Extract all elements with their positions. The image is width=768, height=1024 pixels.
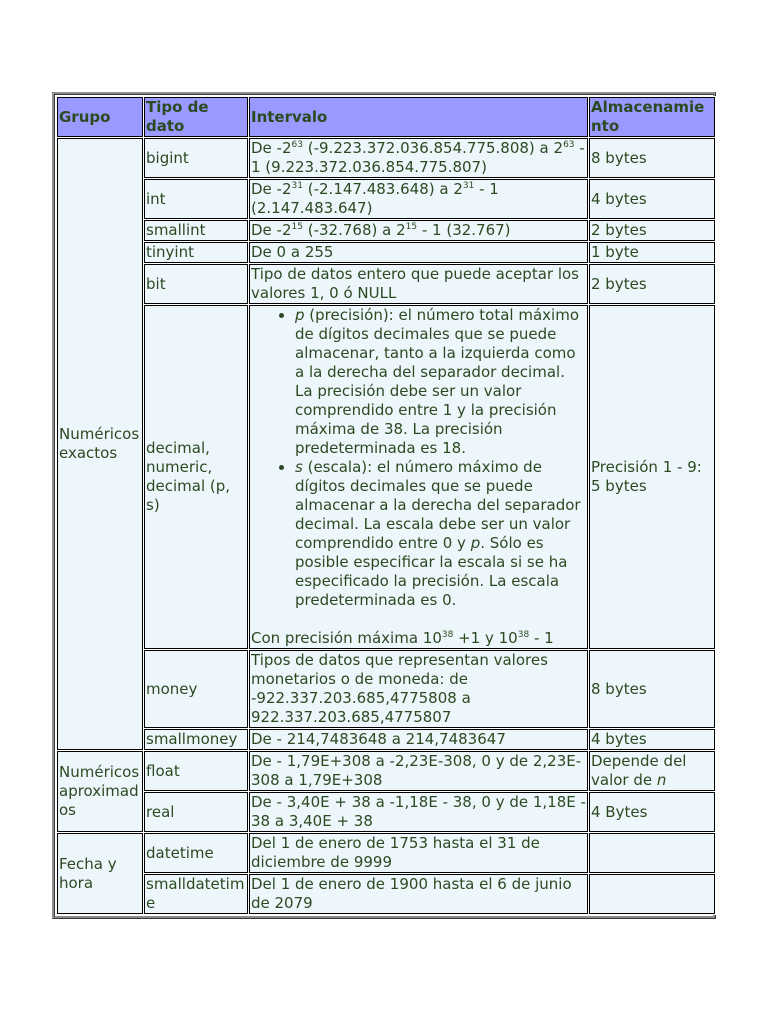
group-numericos-exactos: Numéricos exactos <box>57 138 143 750</box>
table-row-tinyint <box>57 242 715 263</box>
tipo-cell: money <box>144 650 248 728</box>
almacenamiento-cell: 4 bytes <box>589 179 715 219</box>
almacenamiento-cell: 2 bytes <box>589 264 715 304</box>
header-grupo: Grupo <box>57 97 143 137</box>
tipo-cell: smallint <box>144 220 248 241</box>
tipo-cell: datetime <box>144 833 248 873</box>
tipo-cell: bit <box>144 264 248 304</box>
group-numericos-aproximados: Numéricos aproximados <box>57 751 143 832</box>
intervalo-cell: De - 214,7483648 a 214,7483647 <box>249 729 588 750</box>
table-row-float <box>57 751 715 791</box>
table-row-bit <box>57 264 715 304</box>
data-types-table <box>56 96 716 915</box>
tipo-cell: smalldatetime <box>144 874 248 914</box>
intervalo-cell: Tipo de datos entero que puede aceptar los valores 1, 0 ó NULL <box>249 264 588 304</box>
intervalo-cell <box>249 305 588 649</box>
almacenamiento-cell: 8 bytes <box>589 650 715 728</box>
intervalo-cell: Del 1 de enero de 1900 hasta el 6 de junio de 2079 <box>249 874 588 914</box>
table-row-bigint <box>57 138 715 178</box>
almacenamiento-cell: 4 Bytes <box>589 792 715 832</box>
tipo-cell: int <box>144 179 248 219</box>
intervalo-cell: Tipos de datos que representan valores monetarios o de moneda: de -922.337.203.685,4775808 a 922.337.203.685,4775807 <box>249 650 588 728</box>
almacenamiento-cell: Depende del valor de n <box>589 751 715 791</box>
tipo-cell: smallmoney <box>144 729 248 750</box>
almacenamiento-cell: 8 bytes <box>589 138 715 178</box>
intervalo-cell: De $-2^{31}$ (-2.147.483.648) a $2^{31} - 1$ (2.147.483.647) <box>249 179 588 219</box>
table-row-smallint <box>57 220 715 241</box>
table-row-real <box>57 792 715 832</box>
intervalo-cell: Del 1 de enero de 1753 hasta el 31 de diciembre de 9999 <box>249 833 588 873</box>
intervalo-cell: De - 3,40E + 38 a -1,18E - 38, 0 y de 1,18E - 38 a 3,40E + 38 <box>249 792 588 832</box>
intervalo-cell: De 0 a 255 <box>249 242 588 263</box>
group-fecha-y-hora: Fecha y hora <box>57 833 143 914</box>
table-header-row <box>57 97 715 137</box>
tipo-cell: decimal, numeric, decimal (p, s) <box>144 305 248 649</box>
max-precision-note: Con precisión máxima $10^{38} +1$ y $10^{38} - 1$ <box>251 629 554 647</box>
header-almacenamiento: Almacenamiento <box>589 97 715 137</box>
header-tipo-de-dato: Tipo de dato <box>144 97 248 137</box>
almacenamiento-cell <box>589 874 715 914</box>
table-row-smallmoney <box>57 729 715 750</box>
intervalo-cell: De $-2^{15}$ (-32.768) a $2^{15} - 1$ (32.767) <box>249 220 588 241</box>
header-intervalo: Intervalo <box>249 97 588 137</box>
tipo-cell: float <box>144 751 248 791</box>
tipo-cell: real <box>144 792 248 832</box>
precision-scale-list <box>251 306 587 610</box>
almacenamiento-cell: Precisión 1 - 9: 5 bytes <box>589 305 715 649</box>
almacenamiento-cell: 4 bytes <box>589 729 715 750</box>
list-item-scale: • s (escala): el número máximo de dígitos decimales que se puede almacenar a la derecha del separador decimal. La escala debe ser un valor comprendido entre 0 y p. Sólo es posible especificar la escala si se ha especificado la precisión. La escala predeterminada es 0. <box>295 458 587 610</box>
table-row-smalldatetime <box>57 874 715 914</box>
intervalo-cell: De $-2^{63}$ (-9.223.372.036.854.775.808) a $2^{63} - 1$ (9.223.372.036.854.775.807) <box>249 138 588 178</box>
table-row-money <box>57 650 715 728</box>
table-row-datetime <box>57 833 715 873</box>
tipo-cell: tinyint <box>144 242 248 263</box>
table-row-int <box>57 179 715 219</box>
table-row-decimal <box>57 305 715 649</box>
intervalo-cell: De - 1,79E+308 a -2,23E-308, 0 y de 2,23E-308 a 1,79E+308 <box>249 751 588 791</box>
data-types-table-frame <box>52 92 716 919</box>
almacenamiento-cell: 2 bytes <box>589 220 715 241</box>
tipo-cell: bigint <box>144 138 248 178</box>
almacenamiento-cell: 1 byte <box>589 242 715 263</box>
list-item-precision: • p (precisión): el número total máximo de dígitos decimales que se puede almacenar, tanto a la izquierda como a la derecha del separador decimal. La precisión debe ser un valor comprendido entre 1 y la precisión máxima de 38. La precisión predeterminada es 18. <box>295 306 587 458</box>
almacenamiento-cell <box>589 833 715 873</box>
